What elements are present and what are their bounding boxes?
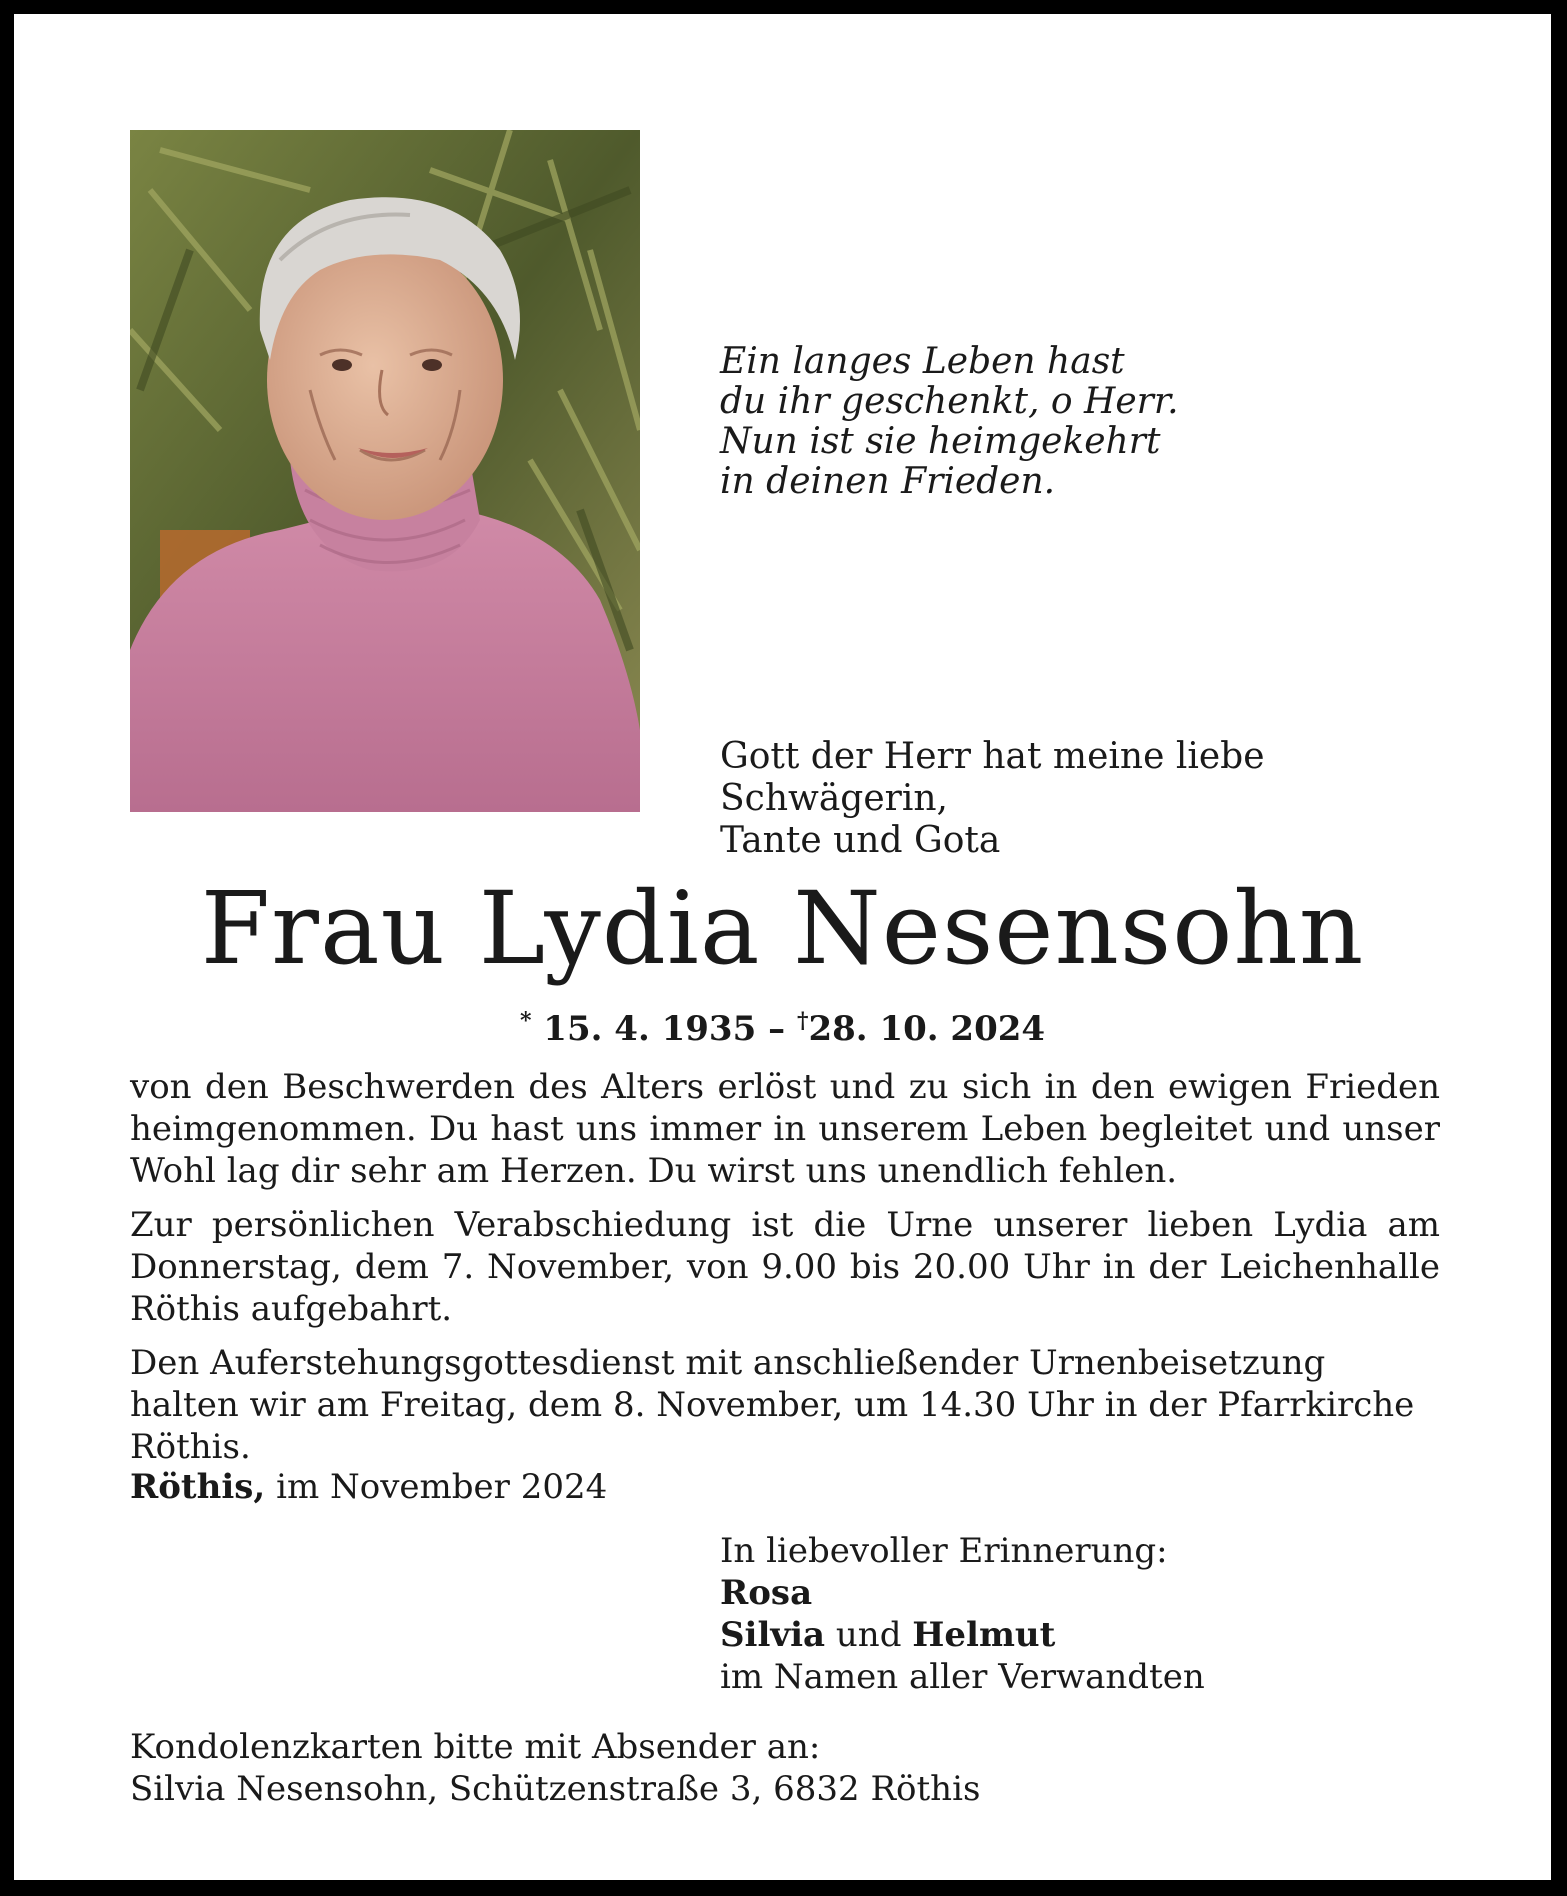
- body-paragraph: Zur persönlichen Verabschiedung ist die Urne unserer lieben Lydia am Donnerstag, dem 7. November, von 9.00 bis 20.00 Uhr in der Leichenhalle Röthis aufgebahrt.: [130, 1205, 1440, 1329]
- signer-conjunction: und: [835, 1615, 902, 1655]
- body-paragraph: Den Auferstehungsgottesdienst mit anschließender Urnenbeisetzung halten wir am Freitag, dem 8. November, um 14.30 Uhr in der Pfarrkirche Röthis.: [130, 1343, 1415, 1467]
- death-symbol: †: [796, 1008, 809, 1034]
- verse: [720, 342, 1420, 502]
- signature-closing: im Namen aller Verwandten: [720, 1657, 1205, 1697]
- signature-heading: In liebevoller Erinnerung:: [720, 1531, 1168, 1571]
- portrait-photo: [130, 130, 640, 812]
- verse-line: Nun ist sie heimgekehrt: [720, 421, 1161, 462]
- place-date: [130, 1466, 930, 1508]
- life-dates: [14, 999, 1551, 1051]
- place: Röthis,: [130, 1467, 266, 1507]
- intro-line: Tante und Gota: [720, 820, 1001, 861]
- death-date: 28. 10. 2024: [808, 1009, 1046, 1049]
- signer-name: Silvia: [720, 1615, 826, 1655]
- signature-block: [720, 1530, 1480, 1698]
- verse-line: Ein langes Leben hast: [720, 341, 1125, 382]
- portrait-illustration: [130, 130, 640, 812]
- date-separator: –: [768, 1009, 786, 1049]
- signer-name: Rosa: [720, 1573, 813, 1613]
- birth-symbol: *: [519, 1008, 532, 1034]
- intro-line: Gott der Herr hat meine liebe Schwägerin,: [720, 736, 1265, 819]
- footer-line: Silvia Nesensohn, Schützenstraße 3, 6832 Röthis: [130, 1769, 981, 1809]
- body-paragraph: von den Beschwerden des Alters erlöst und zu sich in den ewigen Frieden heimgenommen. Du hast uns immer in unserem Leben begleitet und unser Wohl lag dir sehr am Herzen. Du wirst uns unendlich fehlen.: [130, 1067, 1440, 1191]
- verse-line: du ihr geschenkt, o Herr.: [720, 381, 1179, 422]
- obituary-card: [14, 14, 1551, 1880]
- signer-name: Helmut: [912, 1615, 1056, 1655]
- announcement-body: [130, 1066, 1440, 1480]
- date: im November 2024: [276, 1467, 608, 1507]
- deceased-name: Frau Lydia Nesensohn: [200, 870, 1365, 987]
- birth-date: 15. 4. 1935: [543, 1009, 757, 1049]
- verse-line: in deinen Frieden.: [720, 461, 1056, 502]
- footer-line: Kondolenzkarten bitte mit Absender an:: [130, 1727, 821, 1767]
- intro-text: [720, 736, 1480, 862]
- condolence-address: [130, 1726, 1330, 1810]
